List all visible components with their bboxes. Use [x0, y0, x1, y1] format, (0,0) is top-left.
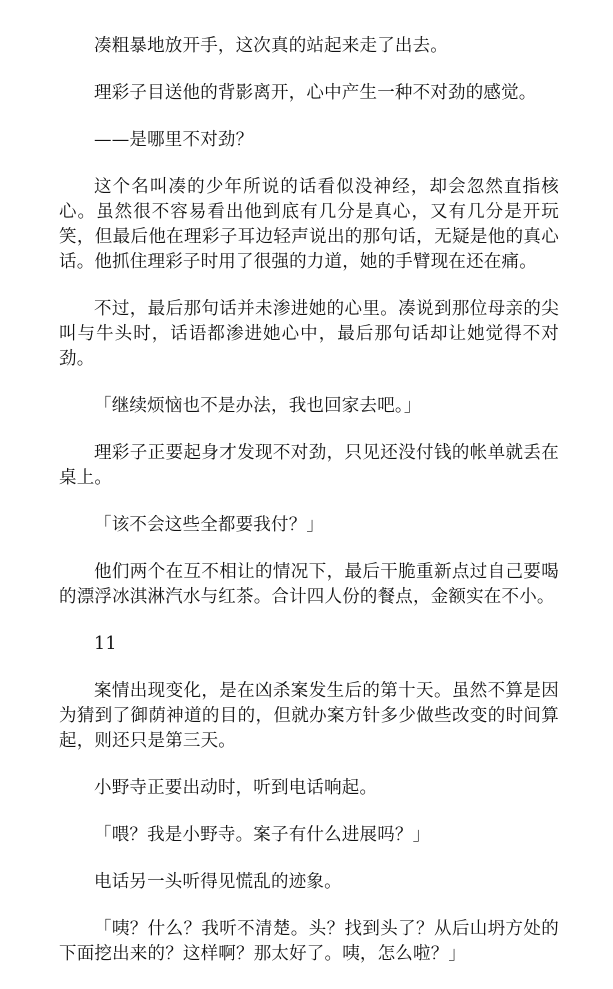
paragraph: 凑粗暴地放开手，这次真的站起来走了出去。 — [94, 36, 448, 56]
paragraph: 小野寺正要出动时，听到电话响起。 — [94, 778, 378, 798]
paragraph: 理彩子正要起身才发现不对劲，只见还没付钱的帐单就丢在桌上。 — [59, 443, 559, 488]
paragraph: 电话另一头听得见慌乱的迹象。 — [94, 872, 342, 892]
paragraph: 案情出现变化，是在凶杀案发生后的第十天。虽然不算是因为猜到了御荫神道的目的，但就办案方针多少做些改变的时间算起，则还只是第三天。 — [59, 681, 559, 751]
paragraph: 不过，最后那句话并未渗进她的心里。凑说到那位母亲的尖叫与牛头时，话语都渗进她心中，最后那句话却让她觉得不对劲。 — [59, 299, 559, 369]
section-number: 11 — [94, 634, 117, 654]
paragraph: 理彩子目送他的背影离开，心中产生一种不对劲的感觉。 — [94, 83, 537, 103]
dialogue-line: 「该不会这些全都要我付？」 — [94, 515, 325, 535]
document-page — [59, 34, 559, 989]
dialogue-line: 「咦？什么？我听不清楚。头？找到头了？从后山坍方处的下面挖出来的？这样啊？那太好了。咦，怎么啦？」 — [59, 919, 559, 964]
dialogue-line: 「继续烦恼也不是办法，我也回家去吧。」 — [94, 396, 422, 416]
paragraph: 他们两个在互不相让的情况下，最后干脆重新点过自己要喝的漂浮冰淇淋汽水与红茶。合计四人份的餐点，金额实在不小。 — [59, 562, 559, 607]
paragraph: 这个名叫凑的少年所说的话看似没神经，却会忽然直指核心。虽然很不容易看出他到底有几分是真心，又有几分是开玩笑，但最后他在理彩子耳边轻声说出的那句话，无疑是他的真心话。他抓住理彩子时用了很强的力道，她的手臂现在还在痛。 — [59, 177, 559, 272]
paragraph: ——是哪里不对劲？ — [94, 130, 254, 150]
dialogue-line: 「喂？我是小野寺。案子有什么进展吗？」 — [94, 825, 431, 845]
